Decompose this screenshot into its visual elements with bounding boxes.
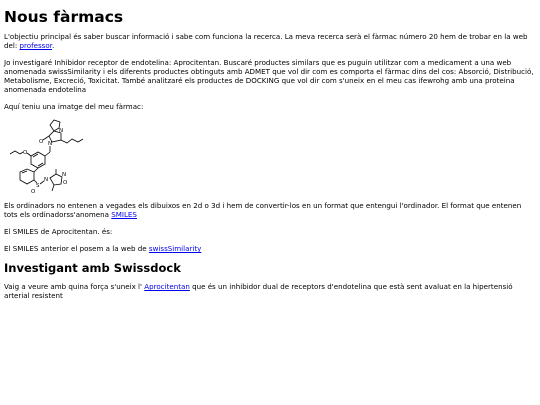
methylene-bond [27, 153, 31, 156]
lower-ring-double-bond [22, 171, 27, 173]
professor-link[interactable]: professor [19, 41, 52, 50]
section-title-swissdock: Investigant amb Swissdock [4, 261, 181, 275]
sulfonamide-nitrogen-label: N [44, 177, 49, 183]
benzyl-bond [45, 152, 50, 156]
carbonyl-bond [43, 136, 49, 140]
image-intro-text: Aquí teniu una imatge del meu fàrmac: [4, 102, 144, 111]
intro-text: L'objectiu principal és saber buscar informació i sabe com funciona la recerca. La meva recerca serà el fàrmac número 20 hem de trobar en la web del: [4, 32, 528, 50]
smiles-usage-paragraph [4, 244, 536, 253]
ordinadors-paragraph [4, 201, 536, 219]
swisssimilarity-link[interactable]: swissSimilarity [148, 244, 202, 253]
methyl-bond-2 [52, 185, 54, 191]
ring-nitrogen-label-2: N [59, 128, 64, 134]
investigation-paragraph: Jo investigaré Inhibidor receptor de endotelina: Aprocitentan. Buscaré productes similars que es puguin utilitzar com a medicament a una web anomenada swissSimilarity i els diferents productes obtinguts amb ADMET que vol dir com es comporta el fàrmac dins del cos: Absorció, Distribució, Metabolisme, Excreció, Toxicitat. També analitzaré els productes de DOCKING que vol dir com s'uneix en el meu cas ifewrohg amb una proteina anomenada endotelina [4, 58, 534, 94]
smiles-usage-text: El SMILES anterior el posem a la web de [4, 244, 147, 253]
ethyl-bond [10, 151, 20, 154]
smiles-line: El SMILES de Aprocitentan. és: [4, 227, 113, 236]
swissdock-text-before: Vaig a veure amb quina força s'uneix l' [4, 282, 142, 291]
ether-oxygen-label: O [23, 150, 28, 156]
sulfur-label: S [36, 183, 40, 189]
biphenyl-bond [34, 168, 38, 172]
sulfonyl-oxygen-label: O [31, 189, 36, 195]
swissdock-text-after: que és un inhibidor dual de receptors d'endotelina que està sent avaluat en la hipertensió arterial resistent [4, 282, 513, 300]
ordinadors-text: Els ordinadors no entenen a vegades els dibuixos en 2d o 3d i hem de convertir-los en un format que entengui l'ordinador. El format que entenen tots els ordinadorss'anomena [4, 201, 522, 219]
isoxazole-oxygen-label: O [63, 180, 68, 186]
carbonyl-oxygen-label: O [39, 139, 44, 145]
intro-period: . [51, 41, 55, 50]
page-title: Nous fàrmacs [4, 8, 124, 26]
isoxazole-ring [50, 174, 62, 185]
swissdock-paragraph [4, 282, 536, 300]
isoxazole-nitrogen-label: N [62, 172, 67, 178]
ring-nitrogen-label-1: N [48, 141, 53, 147]
molecule-structure-image [6, 114, 86, 196]
aprocitentan-link[interactable]: Aprocitentan [144, 282, 190, 291]
butyl-chain [61, 139, 83, 143]
smiles-link[interactable]: SMILES [111, 210, 137, 219]
intro-paragraph [4, 32, 536, 50]
